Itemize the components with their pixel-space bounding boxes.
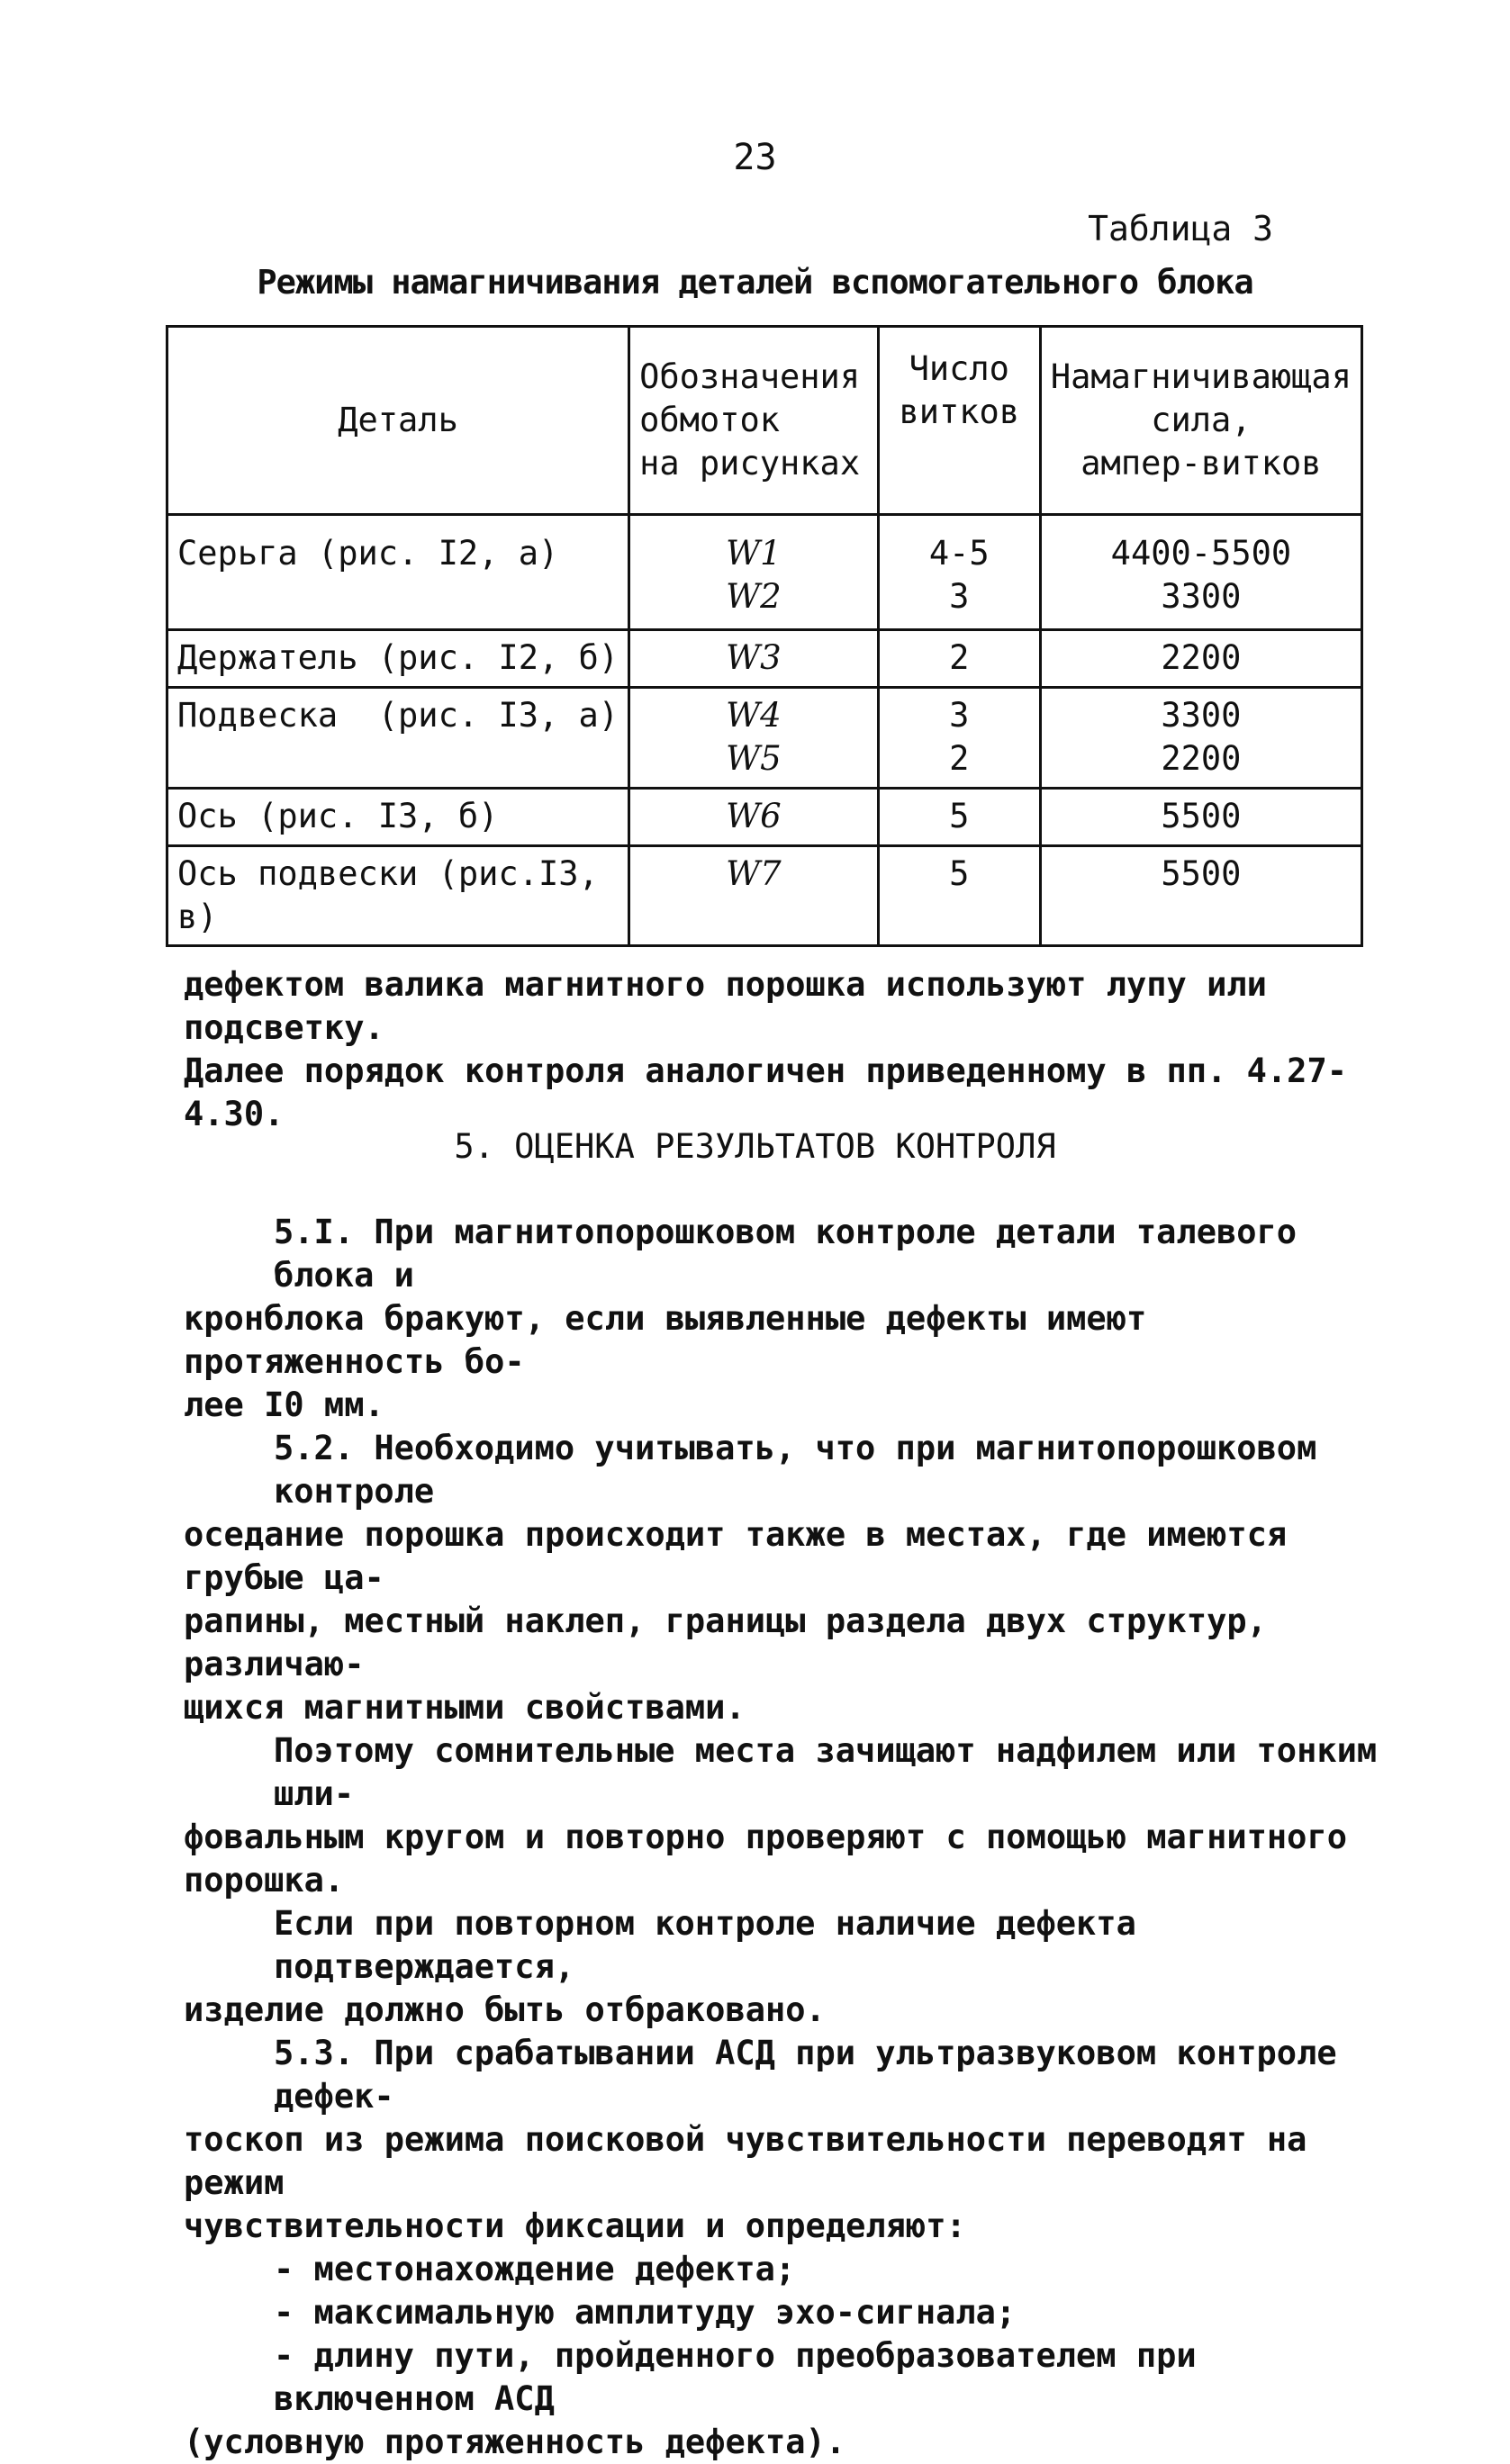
table-header-row <box>167 327 1362 515</box>
cell-turns: 5 <box>878 846 1040 946</box>
list-item: - максимальную амплитуду эхо-сигнала; <box>274 2293 1017 2332</box>
list-item: - местонахождение дефекта; <box>274 2250 796 2288</box>
header-part: Деталь <box>167 327 629 515</box>
magnetization-table <box>166 325 1363 947</box>
paragraph: 5.I. При магнитопорошковом контроле детали талевого блока и кронблока бракуют, если выявленные дефекты имеют протяженность бо- лее I0 мм. <box>184 1213 1298 1424</box>
cell-turns: 4-5 3 <box>878 515 1040 630</box>
cell-force: 5500 <box>1040 789 1361 846</box>
cell-windings: W4 W5 <box>629 688 879 789</box>
cell-windings: W3 <box>629 630 879 688</box>
continuation-text <box>184 963 1381 1136</box>
header-windings: Обозначения обмоток на рисунках <box>629 327 879 515</box>
cell-turns: 5 <box>878 789 1040 846</box>
paragraph: Если при повторном контроле наличие дефекта подтверждается, изделие должно быть отбраковано. <box>184 1904 1136 2029</box>
table-row <box>167 846 1362 946</box>
cell-part: Серьга (рис. I2, а) <box>167 515 629 630</box>
cell-force: 4400-5500 3300 <box>1040 515 1361 630</box>
page-number: 23 <box>733 137 777 178</box>
cell-turns: 3 2 <box>878 688 1040 789</box>
section-body <box>184 1211 1381 2464</box>
cell-windings: W1 W2 <box>629 515 879 630</box>
cell-part: Держатель (рис. I2, б) <box>167 630 629 688</box>
cell-force: 2200 <box>1040 630 1361 688</box>
paragraph: 5.3. При срабатывании АСД при ультразвуковом контроле дефек- тоскоп из режима поисковой чувствительности переводят на режим чувствительности фиксации и определяют: <box>184 2034 1337 2245</box>
text-line: дефектом валика магнитного порошка используют лупу или подсветку. <box>184 965 1267 1047</box>
cell-part: Ось (рис. I3, б) <box>167 789 629 846</box>
header-force: Намагничивающая сила, ампер-витков <box>1040 327 1361 515</box>
paragraph: 5.2. Необходимо учитывать, что при магнитопорошковом контроле оседание порошка происходит также в местах, где имеются грубые ца- рапины, местный наклеп, границы раздела двух структур, различаю- щихся магнитными свойствами. <box>184 1429 1317 1727</box>
header-turns: Число витков <box>878 327 1040 515</box>
table-title: Режимы намагничивания деталей вспомогательного блока <box>257 263 1253 302</box>
paragraph: Поэтому сомнительные места зачищают надфилем или тонким шли- фовальным кругом и повторно проверяют с помощью магнитного порошка. <box>184 1731 1378 1900</box>
cell-part: Подвеска (рис. I3, а) <box>167 688 629 789</box>
cell-part: Ось подвески (рис.I3, в) <box>167 846 629 946</box>
list-item: - длину пути, пройденного преобразователем при включенном АСД (условную протяженность дефекта). <box>184 2336 1197 2461</box>
cell-force: 5500 <box>1040 846 1361 946</box>
cell-turns: 2 <box>878 630 1040 688</box>
table-row <box>167 630 1362 688</box>
table-row <box>167 688 1362 789</box>
table-row <box>167 789 1362 846</box>
cell-windings: W6 <box>629 789 879 846</box>
cell-windings: W7 <box>629 846 879 946</box>
table-label: Таблица 3 <box>1088 209 1273 248</box>
section-heading: 5. ОЦЕНКА РЕЗУЛЬТАТОВ КОНТРОЛЯ <box>454 1127 1056 1166</box>
text-line: Далее порядок контроля аналогичен приведенному в пп. 4.27-4.30. <box>184 1051 1348 1133</box>
cell-force: 3300 2200 <box>1040 688 1361 789</box>
table-row <box>167 515 1362 630</box>
